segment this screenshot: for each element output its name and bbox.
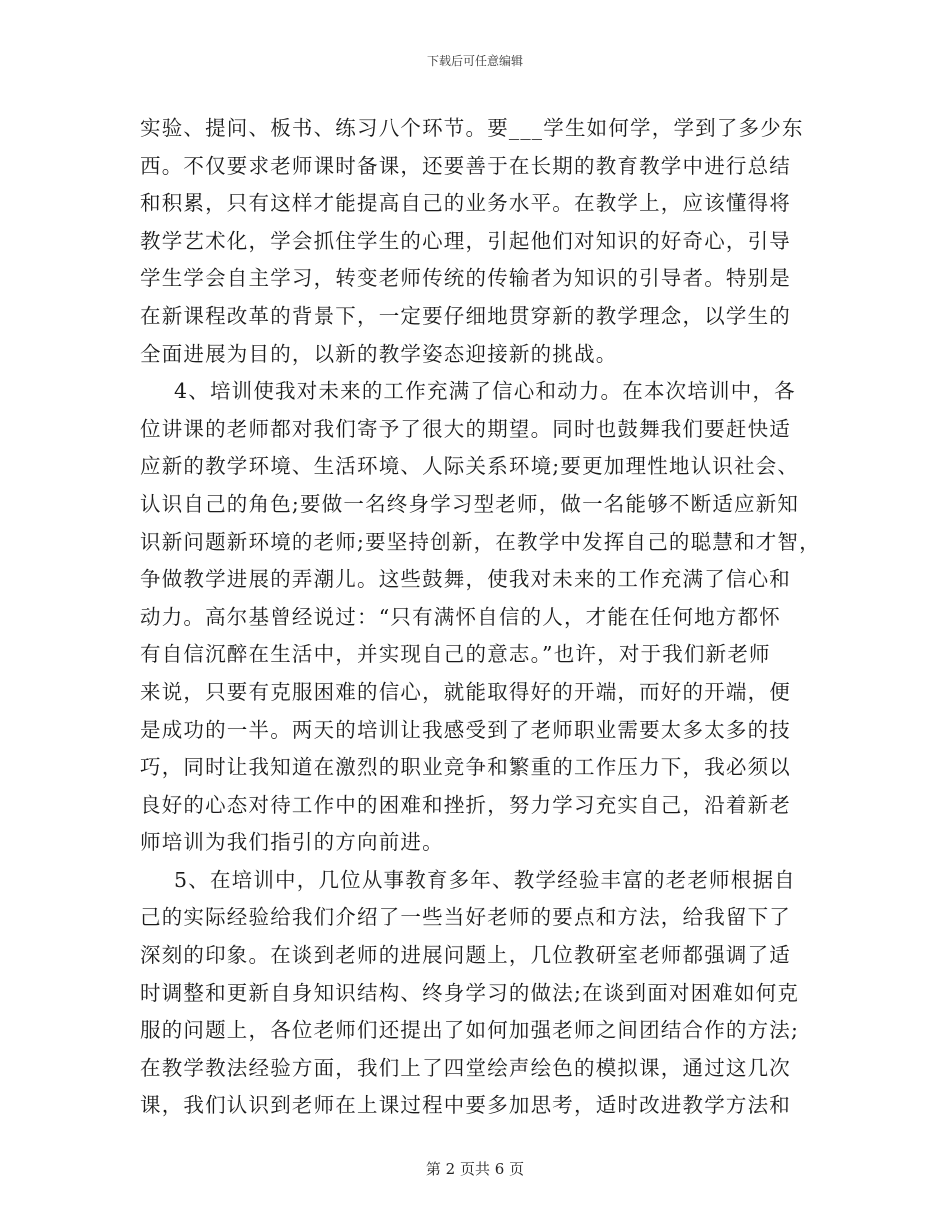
page-number: 第 2 页共 6 页 — [425, 1160, 525, 1178]
text-line: 应新的教学环境、生活环境、人际关系环境;要更加理性地认识社会、 — [140, 454, 800, 479]
text-line: 争做教学进展的弄潮儿。这些鼓舞，使我对未来的工作充满了信心和 — [140, 567, 791, 592]
text-line: 学生学会自主学习，转变老师传统的传输者为知识的引导者。特别是 — [140, 266, 791, 291]
text-line: 识新问题新环境的老师;要坚持创新，在教学中发挥自己的聪慧和才智， — [140, 529, 821, 554]
text-line: 深刻的印象。在谈到老师的进展问题上，几位教研室老师都强调了适 — [140, 943, 791, 968]
text-line: 位讲课的老师都对我们寄予了很大的期望。同时也鼓舞我们要赶快适 — [140, 416, 791, 441]
text-line: 来说，只要有克服困难的信心，就能取得好的开端，而好的开端，便 — [140, 679, 791, 704]
text-line: 有自信沉醉在生活中，并实现自己的意志。”也许，对于我们新老师 — [140, 642, 771, 667]
document-body — [140, 110, 821, 1125]
text-line: 教学艺术化，学会抓住学生的心理，引起他们对知识的好奇心，引导 — [140, 228, 791, 253]
text-line: 西。不仅要求老师课时备课，还要善于在长期的教育教学中进行总结 — [140, 153, 791, 178]
text-line: 和积累，只有这样才能提高自己的业务水平。在教学上，应该懂得将 — [140, 191, 791, 216]
text-line: 认识自己的角色;要做一名终身学习型老师，做一名能够不断适应新知 — [140, 491, 800, 516]
text-line: 实验、提问、板书、练习八个环节。要___学生如何学，学到了多少东 — [140, 116, 804, 140]
text-line: 在教学教法经验方面，我们上了四堂绘声绘色的模拟课，通过这几次 — [140, 1055, 791, 1080]
text-line: 己的实际经验给我们介绍了一些当好老师的要点和方法，给我留下了 — [140, 905, 791, 930]
text-line: 师培训为我们指引的方向前进。 — [140, 830, 444, 855]
text-line: 巧，同时让我知道在激烈的职业竞争和繁重的工作压力下，我必须以 — [140, 755, 791, 780]
text-line: 在新课程改革的背景下，一定要仔细地贯穿新的教学理念，以学生的 — [140, 303, 791, 328]
text-line: 时调整和更新自身知识结构、终身学习的做法;在谈到面对困难如何克 — [140, 980, 800, 1005]
text-line: 全面进展为目的，以新的教学姿态迎接新的挑战。 — [140, 341, 618, 366]
text-line: 服的问题上，各位老师们还提出了如何加强老师之间团结合作的方法; — [140, 1018, 800, 1043]
paragraph-start-line: 5、在培训中，几位从事教育多年、教学经验丰富的老老师根据自 — [174, 867, 796, 892]
page-header: 下载后可任意编辑 — [426, 54, 523, 68]
text-line: 课，我们认识到老师在上课过程中要多加思考，适时改进教学方法和 — [140, 1093, 791, 1118]
text-line: 动力。高尔基曾经说过：“只有满怀自信的人，才能在任何地方都怀 — [140, 604, 781, 629]
paragraph-start-line: 4、培训使我对未来的工作充满了信心和动力。在本次培训中，各 — [174, 379, 796, 404]
text-line: 良好的心态对待工作中的困难和挫折，努力学习充实自己，沿着新老 — [140, 792, 791, 817]
text-line: 是成功的一半。两天的培训让我感受到了老师职业需要太多太多的技 — [140, 717, 791, 742]
